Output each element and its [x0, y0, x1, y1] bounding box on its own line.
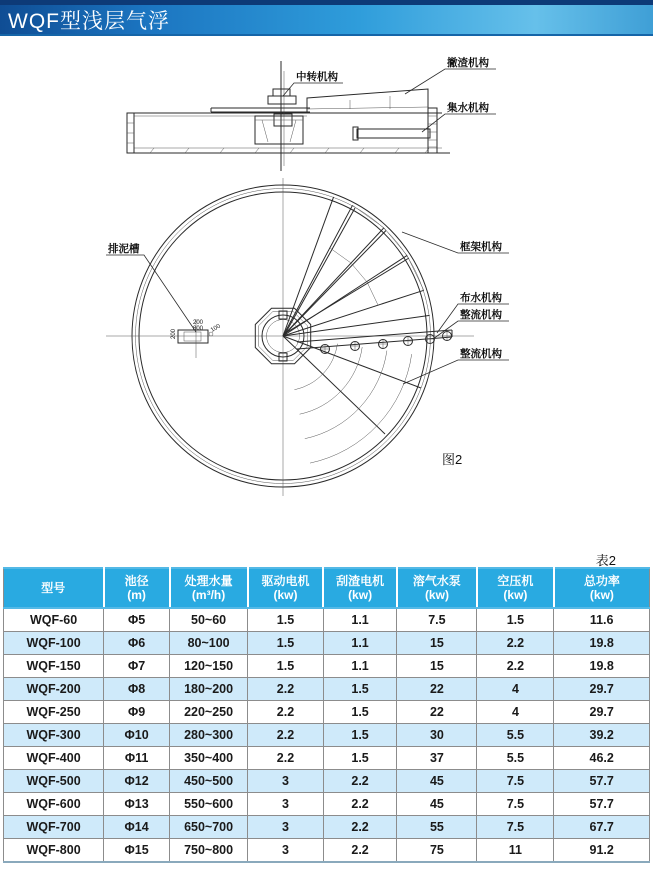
cell-0-2: 50~60: [170, 608, 248, 632]
cell-6-0: WQF-400: [4, 747, 104, 770]
cell-0-6: 1.5: [477, 608, 554, 632]
cell-1-1: Φ6: [104, 632, 170, 655]
column-header-4: 刮渣电机 (kw): [323, 568, 397, 608]
table-row-WQF-600: [4, 793, 650, 816]
cell-3-2: 180~200: [170, 678, 248, 701]
cell-3-1: Φ8: [104, 678, 170, 701]
cell-7-6: 7.5: [477, 770, 554, 793]
cell-3-3: 2.2: [248, 678, 324, 701]
column-header-5: 溶气水泵 (kw): [397, 568, 477, 608]
cell-9-3: 3: [248, 816, 324, 839]
cell-2-6: 2.2: [477, 655, 554, 678]
cell-5-6: 5.5: [477, 724, 554, 747]
cell-7-4: 2.2: [323, 770, 397, 793]
cell-8-6: 7.5: [477, 793, 554, 816]
label-sludge-trough: 排泥槽: [108, 243, 140, 255]
cell-3-6: 4: [477, 678, 554, 701]
cell-7-1: Φ12: [104, 770, 170, 793]
cell-10-2: 750~800: [170, 839, 248, 863]
label-frame-mechanism: 框架机构: [460, 241, 502, 253]
cell-7-5: 45: [397, 770, 477, 793]
cell-8-1: Φ13: [104, 793, 170, 816]
cell-8-3: 3: [248, 793, 324, 816]
table-row-WQF-400: [4, 747, 650, 770]
cell-6-5: 37: [397, 747, 477, 770]
column-header-2: 处理水量 (m³/h): [170, 568, 248, 608]
cell-4-4: 1.5: [323, 701, 397, 724]
cell-4-5: 22: [397, 701, 477, 724]
table-row-WQF-250: [4, 701, 650, 724]
cell-7-7: 57.7: [554, 770, 650, 793]
cell-8-0: WQF-600: [4, 793, 104, 816]
column-header-0: 型号: [4, 568, 104, 608]
label-transfer-mechanism: 中转机构: [296, 71, 338, 83]
cell-5-3: 2.2: [248, 724, 324, 747]
table-row-WQF-700: [4, 816, 650, 839]
table-row-WQF-200: [4, 678, 650, 701]
cell-6-1: Φ11: [104, 747, 170, 770]
cell-4-7: 29.7: [554, 701, 650, 724]
cell-5-2: 280~300: [170, 724, 248, 747]
cell-5-0: WQF-300: [4, 724, 104, 747]
cell-6-7: 46.2: [554, 747, 650, 770]
column-header-6: 空压机 (kw): [477, 568, 554, 608]
table-row-WQF-100: [4, 632, 650, 655]
cell-6-3: 2.2: [248, 747, 324, 770]
cell-1-4: 1.1: [323, 632, 397, 655]
cell-1-7: 19.8: [554, 632, 650, 655]
dim-200-left: 200: [171, 328, 177, 339]
cell-3-0: WQF-200: [4, 678, 104, 701]
cell-2-7: 19.8: [554, 655, 650, 678]
label-skimmer-mechanism: 撇渣机构: [447, 57, 489, 69]
cell-10-0: WQF-800: [4, 839, 104, 863]
cell-3-7: 29.7: [554, 678, 650, 701]
cell-10-6: 11: [477, 839, 554, 863]
cell-10-1: Φ15: [104, 839, 170, 863]
table-row-WQF-60: [4, 608, 650, 632]
page-title-bar: [0, 0, 653, 36]
dim-800: 800: [193, 326, 204, 332]
side-view: [127, 56, 496, 171]
cell-9-6: 7.5: [477, 816, 554, 839]
cell-1-5: 15: [397, 632, 477, 655]
cell-0-7: 11.6: [554, 608, 650, 632]
cell-1-3: 1.5: [248, 632, 324, 655]
cell-9-5: 55: [397, 816, 477, 839]
cell-5-4: 1.5: [323, 724, 397, 747]
cell-8-5: 45: [397, 793, 477, 816]
cell-10-4: 2.2: [323, 839, 397, 863]
cell-5-1: Φ10: [104, 724, 170, 747]
cell-9-2: 650~700: [170, 816, 248, 839]
cell-2-0: WQF-150: [4, 655, 104, 678]
label-rectifier-mechanism-1: 整流机构: [460, 309, 502, 321]
cell-0-1: Φ5: [104, 608, 170, 632]
column-header-7: 总功率 (kw): [554, 568, 650, 608]
cell-5-5: 30: [397, 724, 477, 747]
cell-1-6: 2.2: [477, 632, 554, 655]
cell-7-2: 450~500: [170, 770, 248, 793]
table-header-row: [4, 568, 650, 608]
cell-2-5: 15: [397, 655, 477, 678]
cell-7-3: 3: [248, 770, 324, 793]
cell-3-5: 22: [397, 678, 477, 701]
cell-6-6: 5.5: [477, 747, 554, 770]
cell-9-4: 2.2: [323, 816, 397, 839]
cell-9-0: WQF-700: [4, 816, 104, 839]
cell-0-0: WQF-60: [4, 608, 104, 632]
cell-10-3: 3: [248, 839, 324, 863]
cell-2-3: 1.5: [248, 655, 324, 678]
dim-200-top: 200: [193, 320, 204, 326]
cell-3-4: 1.5: [323, 678, 397, 701]
cell-8-4: 2.2: [323, 793, 397, 816]
cell-5-7: 39.2: [554, 724, 650, 747]
cell-2-2: 120~150: [170, 655, 248, 678]
cell-2-4: 1.1: [323, 655, 397, 678]
cell-4-3: 2.2: [248, 701, 324, 724]
cell-8-2: 550~600: [170, 793, 248, 816]
cell-1-2: 80~100: [170, 632, 248, 655]
label-collector-mechanism: 集水机构: [447, 102, 489, 114]
cell-8-7: 57.7: [554, 793, 650, 816]
cell-7-0: WQF-500: [4, 770, 104, 793]
column-header-3: 驱动电机 (kw): [248, 568, 324, 608]
dim-100: 100: [210, 323, 222, 334]
table-row-WQF-300: [4, 724, 650, 747]
spec-table: [3, 567, 650, 863]
table-caption: 表2: [595, 553, 616, 568]
cell-4-2: 220~250: [170, 701, 248, 724]
column-header-1: 池径 (m): [104, 568, 170, 608]
cell-10-5: 75: [397, 839, 477, 863]
cell-6-4: 1.5: [323, 747, 397, 770]
page-title: WQF型浅层气浮: [8, 9, 170, 33]
table-row-WQF-800: [4, 839, 650, 863]
label-rectifier-mechanism-2: 整流机构: [460, 348, 502, 360]
cell-9-1: Φ14: [104, 816, 170, 839]
cell-4-0: WQF-250: [4, 701, 104, 724]
cell-4-6: 4: [477, 701, 554, 724]
table-row-WQF-150: [4, 655, 650, 678]
cell-0-4: 1.1: [323, 608, 397, 632]
plan-view: [106, 178, 509, 496]
cell-9-7: 67.7: [554, 816, 650, 839]
cell-1-0: WQF-100: [4, 632, 104, 655]
cell-0-3: 1.5: [248, 608, 324, 632]
label-distributor-mechanism: 布水机构: [460, 292, 502, 304]
table-row-WQF-500: [4, 770, 650, 793]
cell-6-2: 350~400: [170, 747, 248, 770]
cell-4-1: Φ9: [104, 701, 170, 724]
cell-10-7: 91.2: [554, 839, 650, 863]
cell-2-1: Φ7: [104, 655, 170, 678]
figure-caption: 图2: [442, 452, 463, 467]
technical-drawing: [0, 36, 653, 550]
cell-0-5: 7.5: [397, 608, 477, 632]
